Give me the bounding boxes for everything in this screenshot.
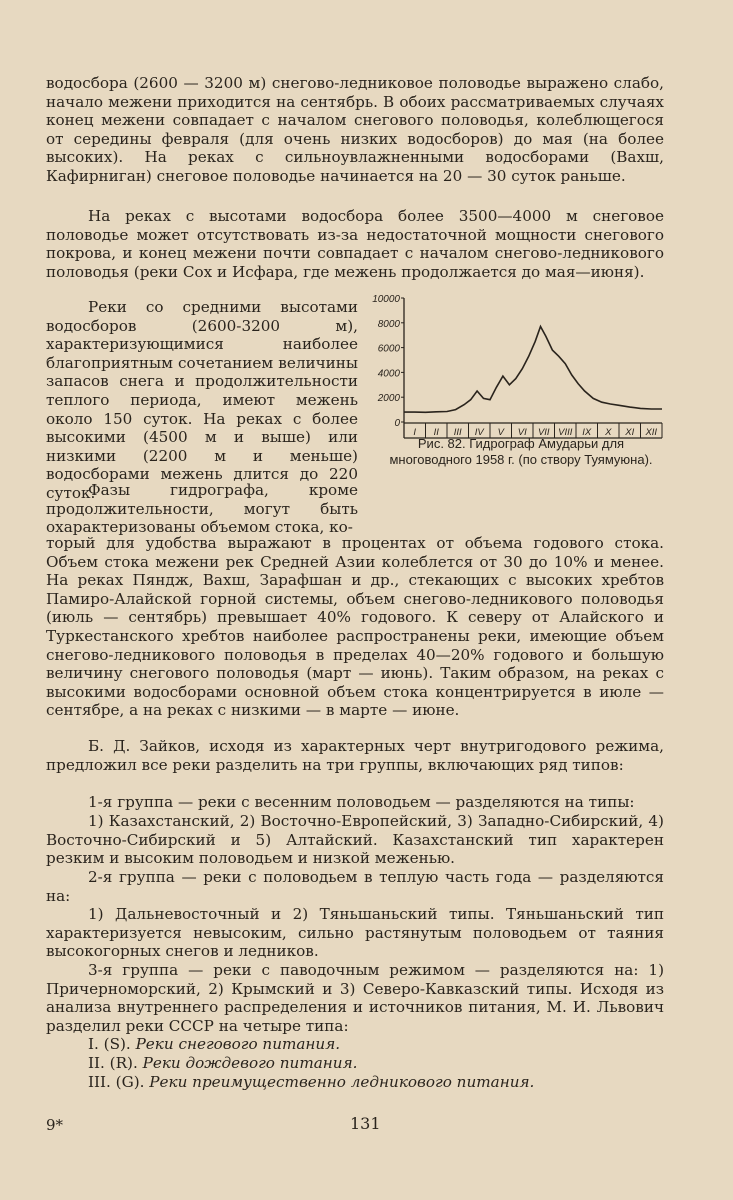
month-label: XII <box>645 427 658 438</box>
type-number: III. (G). <box>88 1073 145 1091</box>
signature-mark: 9* <box>46 1116 64 1134</box>
month-label: XI <box>625 427 635 438</box>
paragraph-6: 1-я группа — реки с весенним половодьем — разделяются на типы: <box>88 793 635 811</box>
month-label: X <box>605 427 612 438</box>
month-label: V <box>497 427 504 438</box>
y-tick-label: 8000 <box>377 318 400 330</box>
paragraph-2: На реках с высотами водосбора более 3500—4000 м снеговое половодье может отсутствовать из-за недостаточной мощности снегового покрова, и конец межени почти совпадает с началом снегово-ледникового половодья (реки Сох и Исфара, где межень продолжается до мая—июня). <box>46 207 664 281</box>
y-tick-label: 10000 <box>372 294 400 305</box>
type-line-2 <box>88 1054 648 1073</box>
paragraph-3: Реки со средними высотами водосборов (2600-3200 м), характеризующимися наиболее благоприятным сочетанием величины запасов снега и продолжительности теплого периода, имеют межень около 150 суток. На реках с более высокими (4500 м и выше) или низкими (2200 м и меньше) водосборами межень длится до 220 суток. <box>46 298 358 502</box>
paragraph-5: Б. Д. Зайков, исходя из характерных черт внутригодового режима, предложил все реки разделить на три группы, включающих ряд типов: <box>46 737 664 774</box>
type-number: II. (R). <box>88 1054 138 1072</box>
y-tick-label: 4000 <box>377 368 400 380</box>
month-label: III <box>453 427 462 438</box>
month-label: VIII <box>558 427 573 438</box>
y-tick-label: 2000 <box>377 393 400 405</box>
type-line-1 <box>88 1035 648 1054</box>
paragraph-7: 1) Казахстанский, 2) Восточно-Европейский, 3) Западно-Сибирский, 4) Восточно-Сибирский и 5) Алтайский. Казахстанский тип характерен резким и высоким половодьем и низкой меженью. <box>46 812 664 868</box>
paragraph-8: 2-я группа — реки с половодьем в теплую часть года — разделяются на: <box>46 868 664 905</box>
paragraph-1: водосбора (2600 — 3200 м) снегово-ледниковое половодье выражено слабо, начало межени приходится на сентябрь. В обоих рассматриваемых случаях конец межени совпадает с началом снегового половодья, колеблющегося от середины февраля (для очень низких водосборов) до мая (на более высоких). На реках с сильноувлажненными водосборами (Вахш, Кафирниган) снеговое половодье начинается на 20 — 30 суток раньше. <box>46 74 664 185</box>
month-label: IV <box>474 427 484 438</box>
y-tick-label: 0 <box>394 418 400 429</box>
hydrograph-chart <box>368 292 668 442</box>
paragraph-4-start: Фазы гидрографа, кроме продолжительности, могут быть охарактеризованы объемом стока, ко- <box>46 481 358 537</box>
paragraph-10: 3-я группа — реки с паводочным режимом — разделяются на: 1) Причерноморский, 2) Крымский и 3) Северо-Кавказский типы. Исходя из анализа внутреннего распределения и источников питания, М. И. Львович разделил реки СССР на четыре типа: <box>46 961 664 1035</box>
month-label: VI <box>517 427 527 438</box>
month-label: II <box>433 427 439 438</box>
type-text: Реки снегового питания. <box>135 1035 341 1053</box>
month-label: VII <box>537 427 550 438</box>
type-number: I. (S). <box>88 1035 131 1053</box>
type-line-3 <box>88 1073 648 1092</box>
y-tick-label: 6000 <box>377 343 400 355</box>
month-label: IX <box>582 427 592 438</box>
paragraph-9: 1) Дальневосточный и 2) Тяньшаньский типы. Тяньшаньский тип характеризуется невысоким, сильно растянутым половодьем от таяния высокогорных снегов и ледников. <box>46 905 664 961</box>
type-text: Реки преимущественно ледникового питания. <box>149 1073 535 1091</box>
hydrograph-line <box>404 327 662 413</box>
paragraph-4-continued: торый для удобства выражают в процентах от объема годового стока. Объем стока межени рек Средней Азии колеблется от 30 до 10% и менее. На реках Пяндж, Вахш, Зарафшан и др., стекающих с высоких хребтов Памиро-Алайской горной системы, объем снегово-ледникового половодья (июль — сентябрь) превышает 40% годового. К северу от Алайского и Туркестанского хребтов наиболее распространены реки, имеющие объем снегово-ледникового половодья в пределах 40—20% годового и большую величину снегового половодья (март — июнь). Таким образом, на реках с высокими водосборами основной объем стока концентрируется в июле — сентябре, а на реках с низкими — в марте — июне. <box>46 534 664 720</box>
type-text: Реки дождевого питания. <box>142 1054 358 1072</box>
figure-caption: Рис. 82. Гидрограф Амударьи для многоводного 1958 г. (по створу Туямуюна). <box>389 436 653 467</box>
page-number: 131 <box>350 1114 381 1133</box>
month-label: I <box>413 427 417 438</box>
